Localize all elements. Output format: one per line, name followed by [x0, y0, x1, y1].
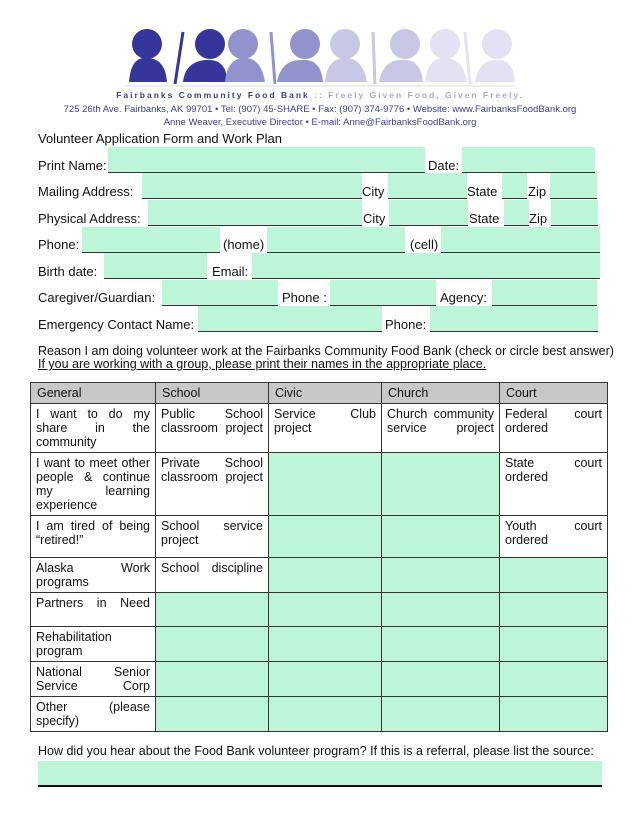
- mailing-city-field[interactable]: [388, 173, 467, 199]
- column-header-general: General: [31, 383, 156, 404]
- option-cell[interactable]: Public School classroom project: [156, 404, 269, 453]
- option-cell[interactable]: Church community service project: [382, 404, 500, 453]
- option-cell[interactable]: Partners in Need: [31, 593, 156, 627]
- blank-entry-cell[interactable]: [500, 627, 608, 662]
- mailing-state-label: State: [467, 184, 498, 199]
- blank-entry-cell[interactable]: [382, 558, 500, 593]
- physical-city-label: City: [363, 211, 386, 226]
- blank-entry-cell[interactable]: [382, 593, 500, 627]
- option-cell[interactable]: State court ordered: [500, 453, 608, 516]
- print-name-field[interactable]: [108, 147, 425, 173]
- option-cell[interactable]: School discipline: [156, 558, 269, 593]
- blank-entry-cell[interactable]: [382, 516, 500, 558]
- home-phone-field[interactable]: [267, 227, 405, 253]
- birth-date-label: Birth date:: [38, 264, 98, 279]
- physical-zip-label: Zip: [529, 211, 548, 226]
- blank-entry-cell[interactable]: [269, 662, 382, 697]
- birth-date-field[interactable]: [104, 253, 207, 279]
- referral-source-field[interactable]: [38, 761, 602, 787]
- director-line: Anne Weaver, Executive Director • E-mail: Anne@FairbanksFoodBank.org: [163, 117, 477, 128]
- tagline: :: Freely Given Food, Given Freely.: [314, 90, 524, 100]
- physical-state-field[interactable]: [504, 200, 529, 226]
- emergency-contact-field[interactable]: [198, 306, 382, 332]
- blank-entry-cell[interactable]: [500, 697, 608, 732]
- caregiver-phone-field[interactable]: [330, 280, 436, 306]
- org-name: Fairbanks Community Food Bank: [116, 90, 310, 100]
- blank-entry-cell[interactable]: [500, 558, 608, 593]
- option-cell[interactable]: Other (please specify): [31, 697, 156, 732]
- column-header-court: Court: [500, 383, 608, 404]
- table-row: [31, 516, 608, 558]
- mailing-zip-field[interactable]: [550, 173, 597, 199]
- physical-address-field[interactable]: [148, 200, 362, 226]
- table-row: [31, 662, 608, 697]
- food-bank-logo: [125, 26, 515, 88]
- table-row: [31, 453, 608, 516]
- email-field[interactable]: [252, 253, 600, 279]
- mailing-state-field[interactable]: [502, 173, 527, 199]
- column-header-school: School: [156, 383, 269, 404]
- blank-entry-cell[interactable]: [269, 453, 382, 516]
- blank-entry-cell[interactable]: [156, 697, 269, 732]
- table-row: [31, 627, 608, 662]
- home-label: (home): [223, 237, 265, 252]
- cell-phone-field[interactable]: [441, 227, 600, 253]
- print-name-label: Print Name:: [38, 158, 107, 173]
- org-banner: [0, 90, 640, 100]
- table-row: [31, 404, 608, 453]
- date-field[interactable]: [462, 147, 595, 173]
- table-row: [31, 697, 608, 732]
- blank-entry-cell[interactable]: [382, 697, 500, 732]
- blank-entry-cell[interactable]: [156, 627, 269, 662]
- option-cell[interactable]: Service Club project: [269, 404, 382, 453]
- column-header-church: Church: [382, 383, 500, 404]
- agency-field[interactable]: [492, 280, 597, 306]
- blank-entry-cell[interactable]: [382, 627, 500, 662]
- mailing-address-label: Mailing Address:: [38, 184, 134, 199]
- blank-entry-cell[interactable]: [382, 453, 500, 516]
- blank-entry-cell[interactable]: [269, 558, 382, 593]
- address-line: 725 26th Ave. Fairbanks, AK 99701 • Tel: (907) 45-SHARE • Fax: (907) 374-9776 • Website: www.FairbanksFoodBank.org: [63, 104, 577, 115]
- option-cell[interactable]: I am tired of being “retired!”: [31, 516, 156, 558]
- phone-field[interactable]: [82, 227, 220, 253]
- caregiver-label: Caregiver/Guardian:: [38, 290, 156, 305]
- emergency-phone-field[interactable]: [430, 306, 598, 332]
- physical-state-label: State: [469, 211, 500, 226]
- blank-entry-cell[interactable]: [382, 662, 500, 697]
- table-row: [31, 558, 608, 593]
- physical-city-field[interactable]: [389, 200, 468, 226]
- volunteer-options-table: [30, 382, 608, 732]
- option-cell[interactable]: Alaska Work programs: [31, 558, 156, 593]
- option-cell[interactable]: Private School classroom project: [156, 453, 269, 516]
- option-cell[interactable]: School service project: [156, 516, 269, 558]
- caregiver-field[interactable]: [162, 280, 278, 306]
- emergency-phone-label: Phone:: [385, 317, 427, 332]
- mailing-address-field[interactable]: [142, 173, 362, 199]
- date-label: Date:: [428, 158, 460, 173]
- emergency-contact-label: Emergency Contact Name:: [38, 317, 195, 332]
- option-cell[interactable]: Federal court ordered: [500, 404, 608, 453]
- option-cell[interactable]: I want to meet other people & continue my learning experience: [31, 453, 156, 516]
- cell-label: (cell): [410, 237, 439, 252]
- blank-entry-cell[interactable]: [269, 697, 382, 732]
- blank-entry-cell[interactable]: [269, 516, 382, 558]
- blank-entry-cell[interactable]: [500, 662, 608, 697]
- agency-label: Agency:: [440, 290, 487, 305]
- physical-address-label: Physical Address:: [38, 211, 141, 226]
- mailing-city-label: City: [362, 184, 385, 199]
- physical-zip-field[interactable]: [551, 200, 598, 226]
- option-cell[interactable]: National Senior Service Corp: [31, 662, 156, 697]
- mailing-zip-label: Zip: [528, 184, 547, 199]
- email-label: Email:: [212, 264, 249, 279]
- table-row: [31, 593, 608, 627]
- form-title: Volunteer Application Form and Work Plan: [38, 131, 283, 146]
- caregiver-phone-label: Phone :: [282, 290, 327, 305]
- group-note: If you are working with a group, please print their names in the appropriate place.: [38, 357, 487, 371]
- column-header-civic: Civic: [269, 383, 382, 404]
- option-cell[interactable]: Youth court ordered: [500, 516, 608, 558]
- referral-question: How did you hear about the Food Bank volunteer program? If this is a referral, please list the source:: [38, 744, 594, 758]
- blank-entry-cell[interactable]: [156, 662, 269, 697]
- blank-entry-cell[interactable]: [269, 593, 382, 627]
- blank-entry-cell[interactable]: [269, 627, 382, 662]
- phone-label: Phone:: [38, 237, 80, 252]
- reason-text: Reason I am doing volunteer work at the Fairbanks Community Food Bank (check or circle best answer): [38, 344, 614, 358]
- blank-entry-cell[interactable]: [500, 593, 608, 627]
- blank-entry-cell[interactable]: [156, 593, 269, 627]
- table-and-referral-section: [30, 382, 608, 787]
- option-cell[interactable]: I want to do my share in the community: [31, 404, 156, 453]
- option-cell[interactable]: Rehabilitation program: [31, 627, 156, 662]
